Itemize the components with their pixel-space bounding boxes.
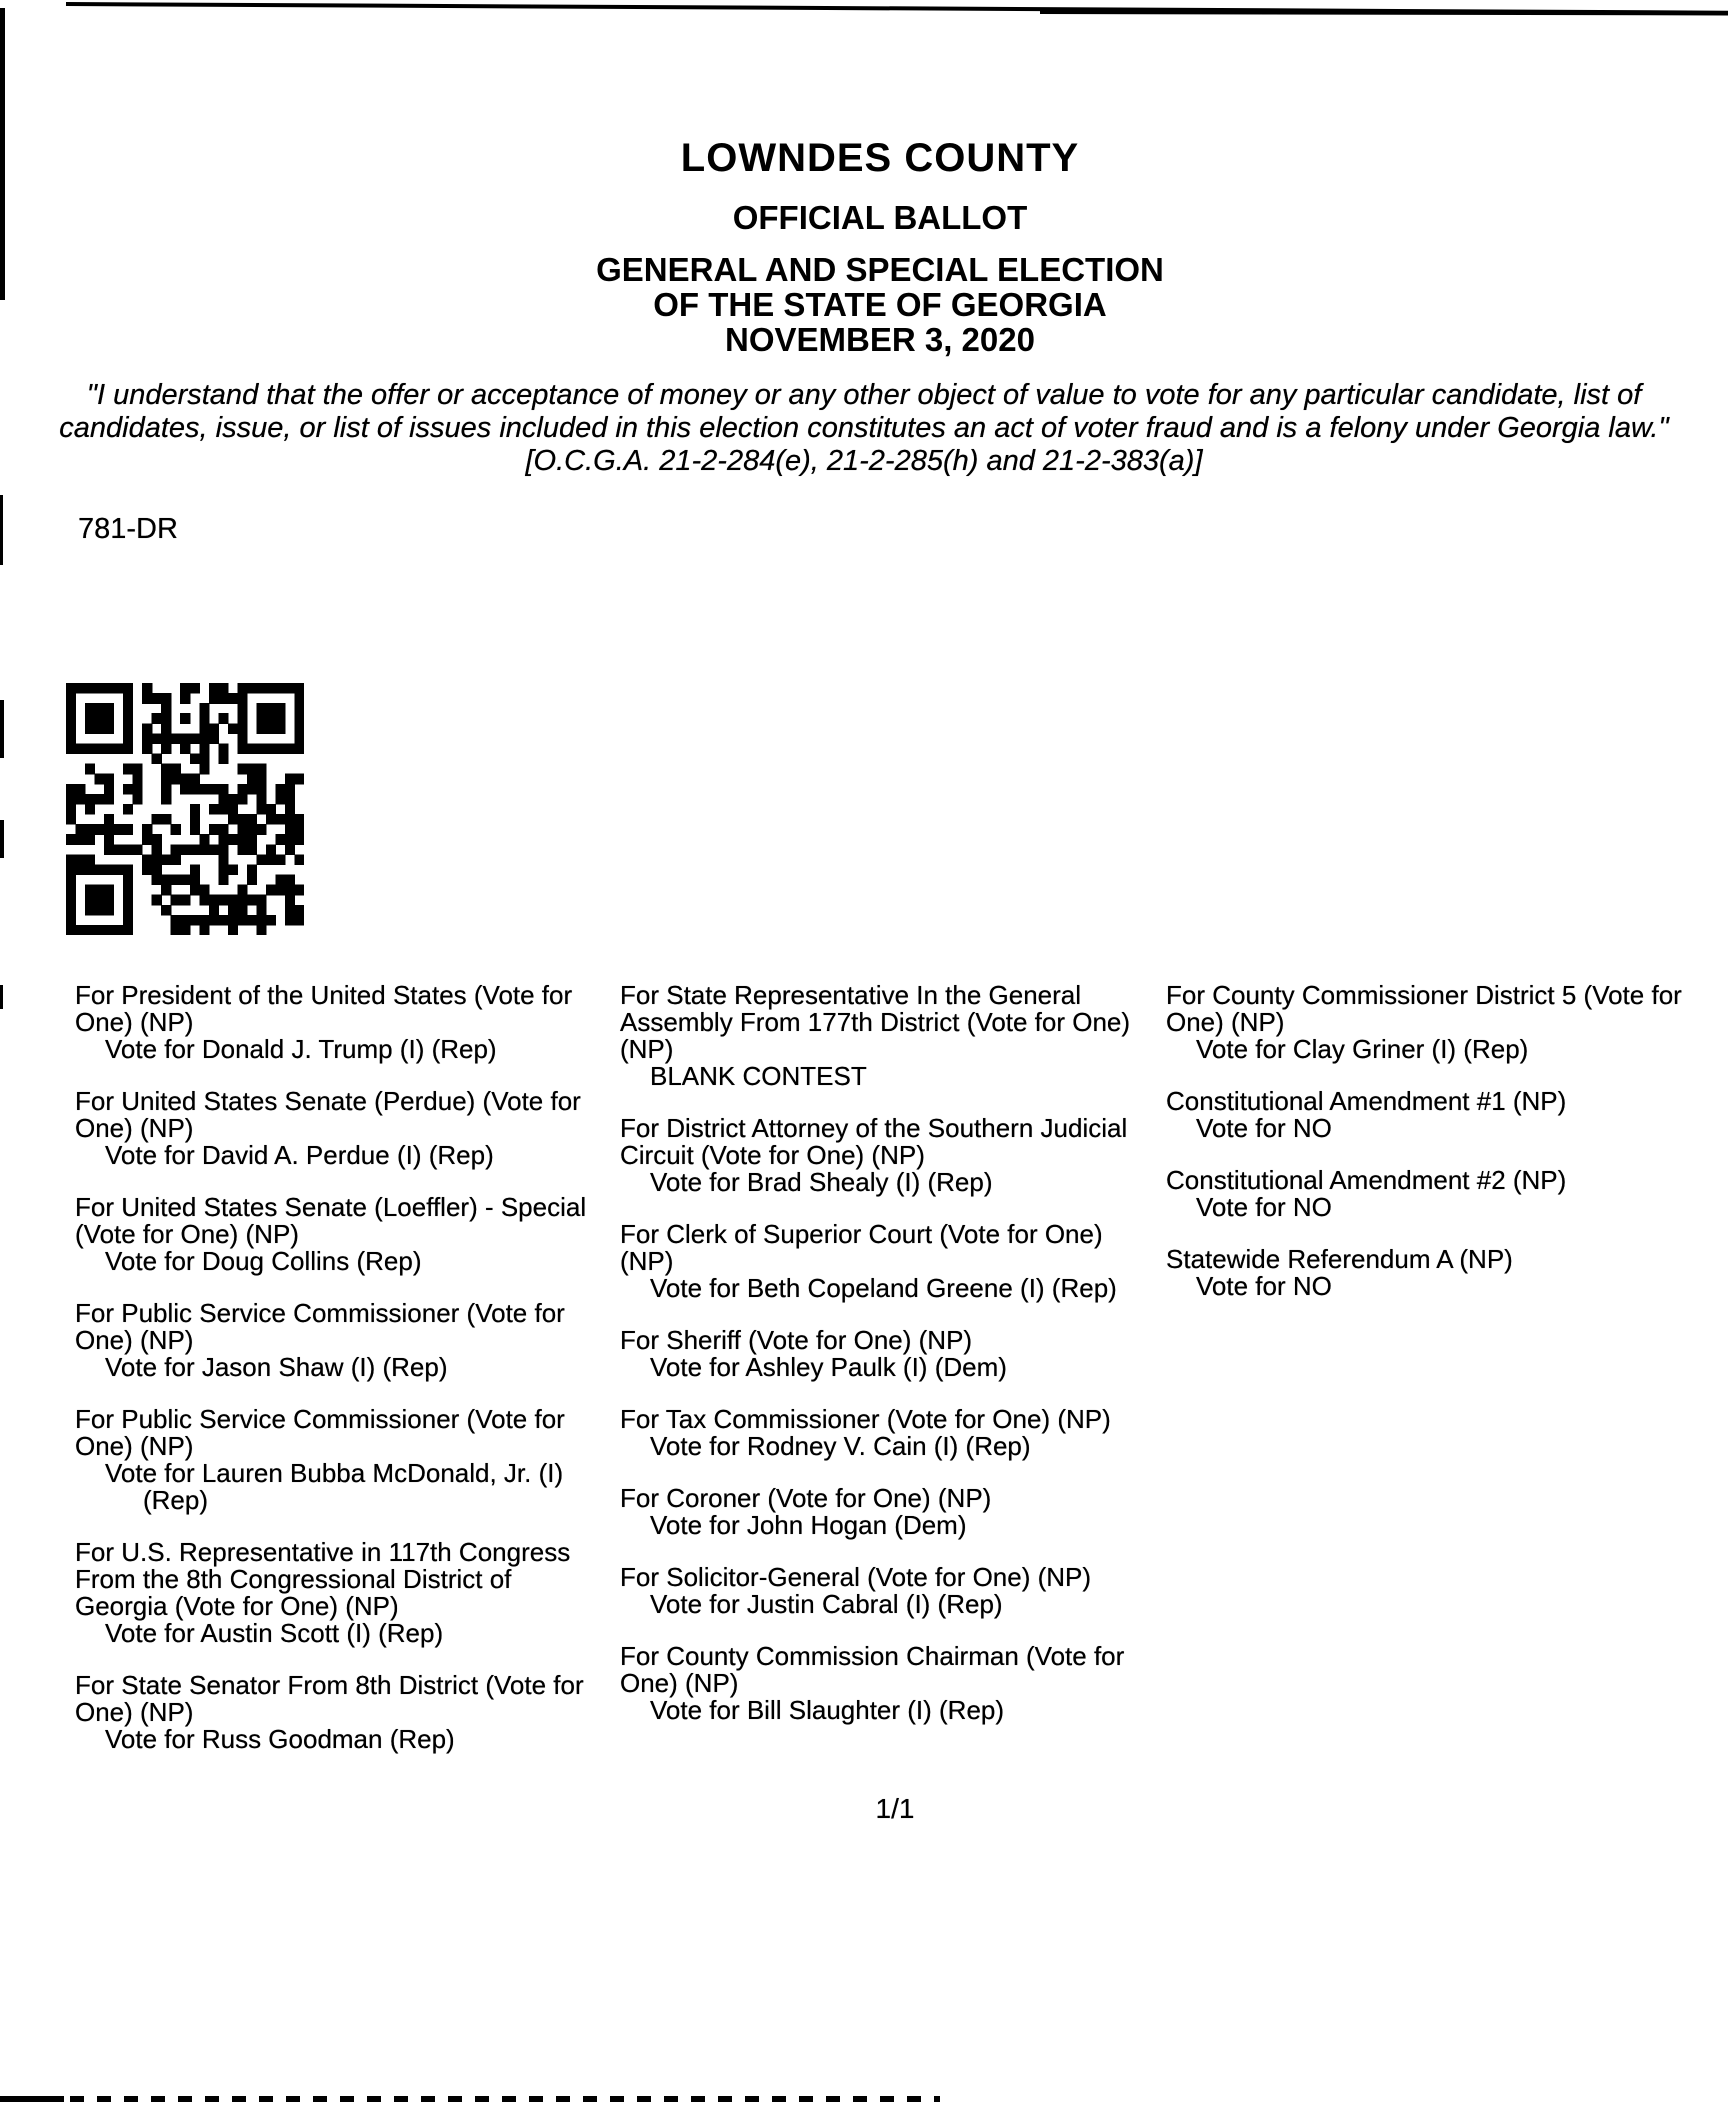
contest-title: For Public Service Commissioner (Vote for One) (NP) <box>75 1298 565 1355</box>
contest-selection: Vote for John Hogan (Dem) <box>650 1510 967 1540</box>
contest-column-1 <box>75 982 602 1778</box>
contest-title: Constitutional Amendment #2 (NP) <box>1166 1165 1567 1195</box>
contest-block <box>620 982 1147 1090</box>
contest-title: For County Commission Chairman (Vote for One) (NP) <box>620 1641 1125 1698</box>
contest-title: For Solicitor-General (Vote for One) (NP) <box>620 1562 1092 1592</box>
contest-title: Statewide Referendum A (NP) <box>1166 1244 1513 1274</box>
ballot-style-code: 781-DR <box>78 513 178 545</box>
scan-artifact-left-mark <box>0 820 4 858</box>
contest-block <box>620 1115 1147 1196</box>
contest-block <box>75 1088 602 1169</box>
contest-selection: Vote for NO <box>1196 1271 1332 1301</box>
contest-title: For Public Service Commissioner (Vote for One) (NP) <box>75 1404 565 1461</box>
contest-block <box>75 982 602 1063</box>
contest-selection: Vote for Lauren Bubba McDonald, Jr. (I) (Rep) <box>105 1458 564 1515</box>
contest-block <box>620 1564 1147 1618</box>
qr-code <box>66 683 304 935</box>
scan-artifact-left-mark <box>0 700 4 758</box>
contest-selection: Vote for Ashley Paulk (I) (Dem) <box>650 1352 1007 1382</box>
contest-title: For County Commissioner District 5 (Vote for One) (NP) <box>1166 980 1682 1037</box>
ballot-type-title: OFFICIAL BALLOT <box>732 199 1028 236</box>
contest-title: For United States Senate (Loeffler) - Special (Vote for One) (NP) <box>75 1192 587 1249</box>
contest-title: For Clerk of Superior Court (Vote for One) (NP) <box>620 1219 1103 1276</box>
contest-selection: Vote for Beth Copeland Greene (I) (Rep) <box>650 1273 1117 1303</box>
contest-selection: Vote for Clay Griner (I) (Rep) <box>1196 1034 1529 1064</box>
contest-block <box>1166 1246 1711 1300</box>
contest-title: For President of the United States (Vote for One) (NP) <box>75 980 573 1037</box>
contest-title: For State Representative In the General Assembly From 177th District (Vote for One) (NP) <box>620 980 1131 1064</box>
contest-selection: Vote for Russ Goodman (Rep) <box>105 1724 455 1754</box>
contest-block <box>620 1327 1147 1381</box>
voter-fraud-notice: "I understand that the offer or acceptance of money or any other object of value to vote for any particular candidate, list of candidates, issue, or list of issues included in this election constitutes an act of voter fraud and is a felony under Georgia law." [O.C.G.A. 21-2-284(e), 21-2-285(h) and 21-2-383(a)] <box>59 379 1669 477</box>
contest-block <box>1166 982 1711 1063</box>
contest-block <box>1166 1167 1711 1221</box>
contest-block <box>75 1672 602 1753</box>
contest-title: For State Senator From 8th District (Vote for One) (NP) <box>75 1670 584 1727</box>
contest-selection: Vote for Bill Slaughter (I) (Rep) <box>650 1695 1005 1725</box>
contest-block <box>1166 1088 1711 1142</box>
contest-title: For Tax Commissioner (Vote for One) (NP) <box>620 1404 1111 1434</box>
contest-title: For U.S. Representative in 117th Congress From the 8th Congressional District of Georgia (Vote for One) (NP) <box>75 1537 571 1621</box>
contest-block <box>75 1300 602 1381</box>
contest-block <box>620 1485 1147 1539</box>
contest-selection: Vote for Austin Scott (I) (Rep) <box>105 1618 444 1648</box>
contest-block <box>620 1643 1147 1724</box>
election-title-line1: GENERAL AND SPECIAL ELECTION <box>596 251 1164 288</box>
contest-selection: Vote for NO <box>1196 1113 1332 1143</box>
county-title: LOWNDES COUNTY <box>680 136 1080 180</box>
page-indicator: 1/1 <box>875 1793 915 1824</box>
contest-block <box>75 1194 602 1275</box>
contest-selection: Vote for David A. Perdue (I) (Rep) <box>105 1140 494 1170</box>
contest-block <box>75 1406 602 1514</box>
election-title-line2: OF THE STATE OF GEORGIA <box>653 286 1107 323</box>
election-date: NOVEMBER 3, 2020 <box>725 321 1035 358</box>
contest-title: For United States Senate (Perdue) (Vote for One) (NP) <box>75 1086 581 1143</box>
contest-title: Constitutional Amendment #1 (NP) <box>1166 1086 1567 1116</box>
scan-artifact-left-mark <box>0 985 3 1009</box>
contest-column-3 <box>1166 982 1711 1325</box>
scan-artifact-bottom-dashes <box>70 2096 940 2102</box>
contest-title: For Coroner (Vote for One) (NP) <box>620 1483 992 1513</box>
contest-block <box>75 1539 602 1647</box>
contest-selection: Vote for Doug Collins (Rep) <box>105 1246 422 1276</box>
contest-selection: Vote for Rodney V. Cain (I) (Rep) <box>650 1431 1031 1461</box>
contest-selection: Vote for Donald J. Trump (I) (Rep) <box>105 1034 497 1064</box>
contest-block <box>620 1406 1147 1460</box>
contest-selection: Vote for NO <box>1196 1192 1332 1222</box>
contest-selection: Vote for Justin Cabral (I) (Rep) <box>650 1589 1003 1619</box>
scan-artifact-top-line-2 <box>1040 10 1728 15</box>
contest-selection: BLANK CONTEST <box>650 1061 867 1091</box>
scan-artifact-left-mark <box>0 495 3 565</box>
contest-block <box>620 1221 1147 1302</box>
contest-title: For District Attorney of the Southern Judicial Circuit (Vote for One) (NP) <box>620 1113 1128 1170</box>
contest-selection: Vote for Brad Shealy (I) (Rep) <box>650 1167 993 1197</box>
contest-title: For Sheriff (Vote for One) (NP) <box>620 1325 973 1355</box>
contest-column-2 <box>620 982 1147 1749</box>
contest-selection: Vote for Jason Shaw (I) (Rep) <box>105 1352 448 1382</box>
scan-artifact-bottom-mark <box>0 2096 64 2102</box>
